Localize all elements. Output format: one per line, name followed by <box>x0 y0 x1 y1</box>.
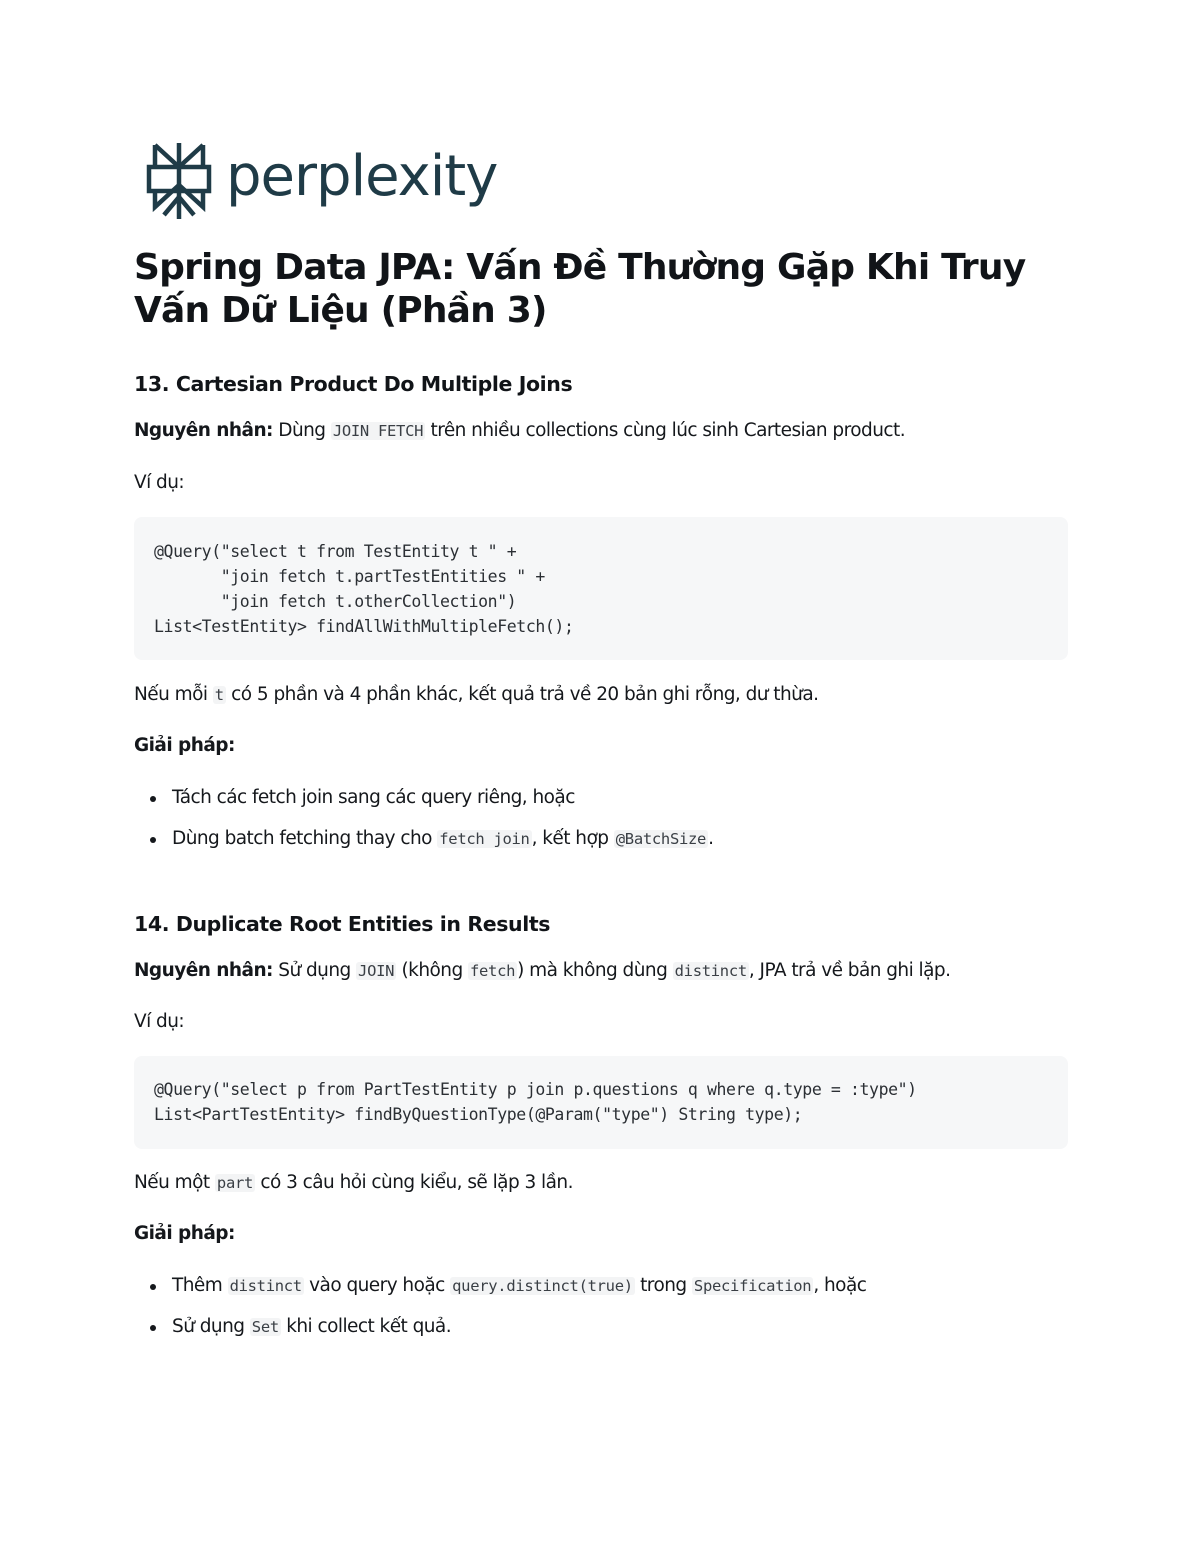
section-14-solution-list <box>134 1274 866 1339</box>
bullet-dot <box>150 837 156 843</box>
cause-text: Dùng <box>272 420 331 441</box>
cause-label: Nguyên nhân: <box>134 420 273 441</box>
note-text: có 5 phần và 4 phần khác, kết quả trả về 20 bản ghi rỗng, dư thừa. <box>225 684 819 705</box>
inline-code: @BatchSize <box>615 830 707 848</box>
cause-text: Sử dụng <box>272 960 357 981</box>
perplexity-mark-icon <box>146 141 212 221</box>
section-14-cause <box>134 959 950 983</box>
section-14-example-label: Ví dụ: <box>134 1011 185 1032</box>
list-item-text: Sử dụng <box>172 1316 250 1337</box>
inline-code: JOIN FETCH <box>332 422 424 440</box>
list-item-text: Thêm <box>172 1275 228 1296</box>
bullet-dot <box>150 1325 156 1331</box>
inline-code: Set <box>251 1318 279 1336</box>
code-line: @Query("select p from PartTestEntity p join p.questions q where q.type = :type") <box>154 1080 917 1099</box>
logo-wordmark: perplexity <box>226 144 498 209</box>
inline-code: Specification <box>693 1277 812 1295</box>
list-item-text: Dùng batch fetching thay cho <box>172 828 438 849</box>
section-13-note <box>134 683 818 707</box>
section-14-solution-label: Giải pháp: <box>134 1223 235 1244</box>
section-13-code-block <box>134 517 1068 660</box>
inline-code: fetch join <box>439 830 530 848</box>
code-line: @Query("select t from TestEntity t " + <box>154 542 517 561</box>
note-text: Nếu một <box>134 1172 215 1193</box>
section-13-example-label: Ví dụ: <box>134 472 185 493</box>
section-13-cause <box>134 419 905 443</box>
list-item-text: , hoặc <box>813 1275 867 1296</box>
cause-text: trên nhiều collections cùng lúc sinh Cartesian product. <box>425 420 906 441</box>
bullet-dot <box>150 1284 156 1290</box>
cause-text: (không <box>396 960 468 981</box>
inline-code: JOIN <box>358 962 395 980</box>
bullet-dot <box>150 796 156 802</box>
list-item <box>134 1315 866 1339</box>
cause-label: Nguyên nhân: <box>134 960 273 981</box>
list-item-text: , kết hợp <box>531 828 614 849</box>
list-item <box>134 827 713 851</box>
note-text: Nếu mỗi <box>134 684 213 705</box>
inline-code: t <box>214 686 224 704</box>
code-line: List<PartTestEntity> findByQuestionType(@Param("type") String type); <box>154 1105 803 1124</box>
list-item-text: khi collect kết quả. <box>280 1316 452 1337</box>
note-text: có 3 câu hỏi cùng kiểu, sẽ lặp 3 lần. <box>255 1172 573 1193</box>
list-item-text: trong <box>634 1275 692 1296</box>
inline-code: distinct <box>229 1277 302 1295</box>
code-line: "join fetch t.partTestEntities " + <box>154 567 545 586</box>
list-item-text: . <box>708 828 714 849</box>
inline-code: part <box>216 1174 254 1192</box>
section-14-code-block <box>134 1056 1068 1149</box>
list-item-text: Tách các fetch join sang các query riêng, hoặc <box>172 787 575 808</box>
section-14-note <box>134 1171 573 1195</box>
cause-text: ) mà không dùng <box>517 960 673 981</box>
inline-code: fetch <box>469 962 516 980</box>
code-line: List<TestEntity> findAllWithMultipleFetch(); <box>154 617 574 636</box>
inline-code: distinct <box>674 962 747 980</box>
list-item-text: vào query hoặc <box>303 1275 451 1296</box>
list-item <box>134 786 713 810</box>
code-line: "join fetch t.otherCollection") <box>154 592 517 611</box>
list-item <box>134 1274 866 1298</box>
perplexity-logo <box>146 140 497 222</box>
cause-text: , JPA trả về bản ghi lặp. <box>748 960 951 981</box>
inline-code: query.distinct(true) <box>452 1277 633 1295</box>
page-title: Spring Data JPA: Vấn Đề Thường Gặp Khi Truy Vấn Dữ Liệu (Phần 3) <box>134 247 1026 331</box>
section-13-solution-label: Giải pháp: <box>134 735 235 756</box>
section-13-heading: 13. Cartesian Product Do Multiple Joins <box>134 372 573 396</box>
section-14-heading: 14. Duplicate Root Entities in Results <box>134 912 551 936</box>
section-13-solution-list <box>134 786 713 851</box>
